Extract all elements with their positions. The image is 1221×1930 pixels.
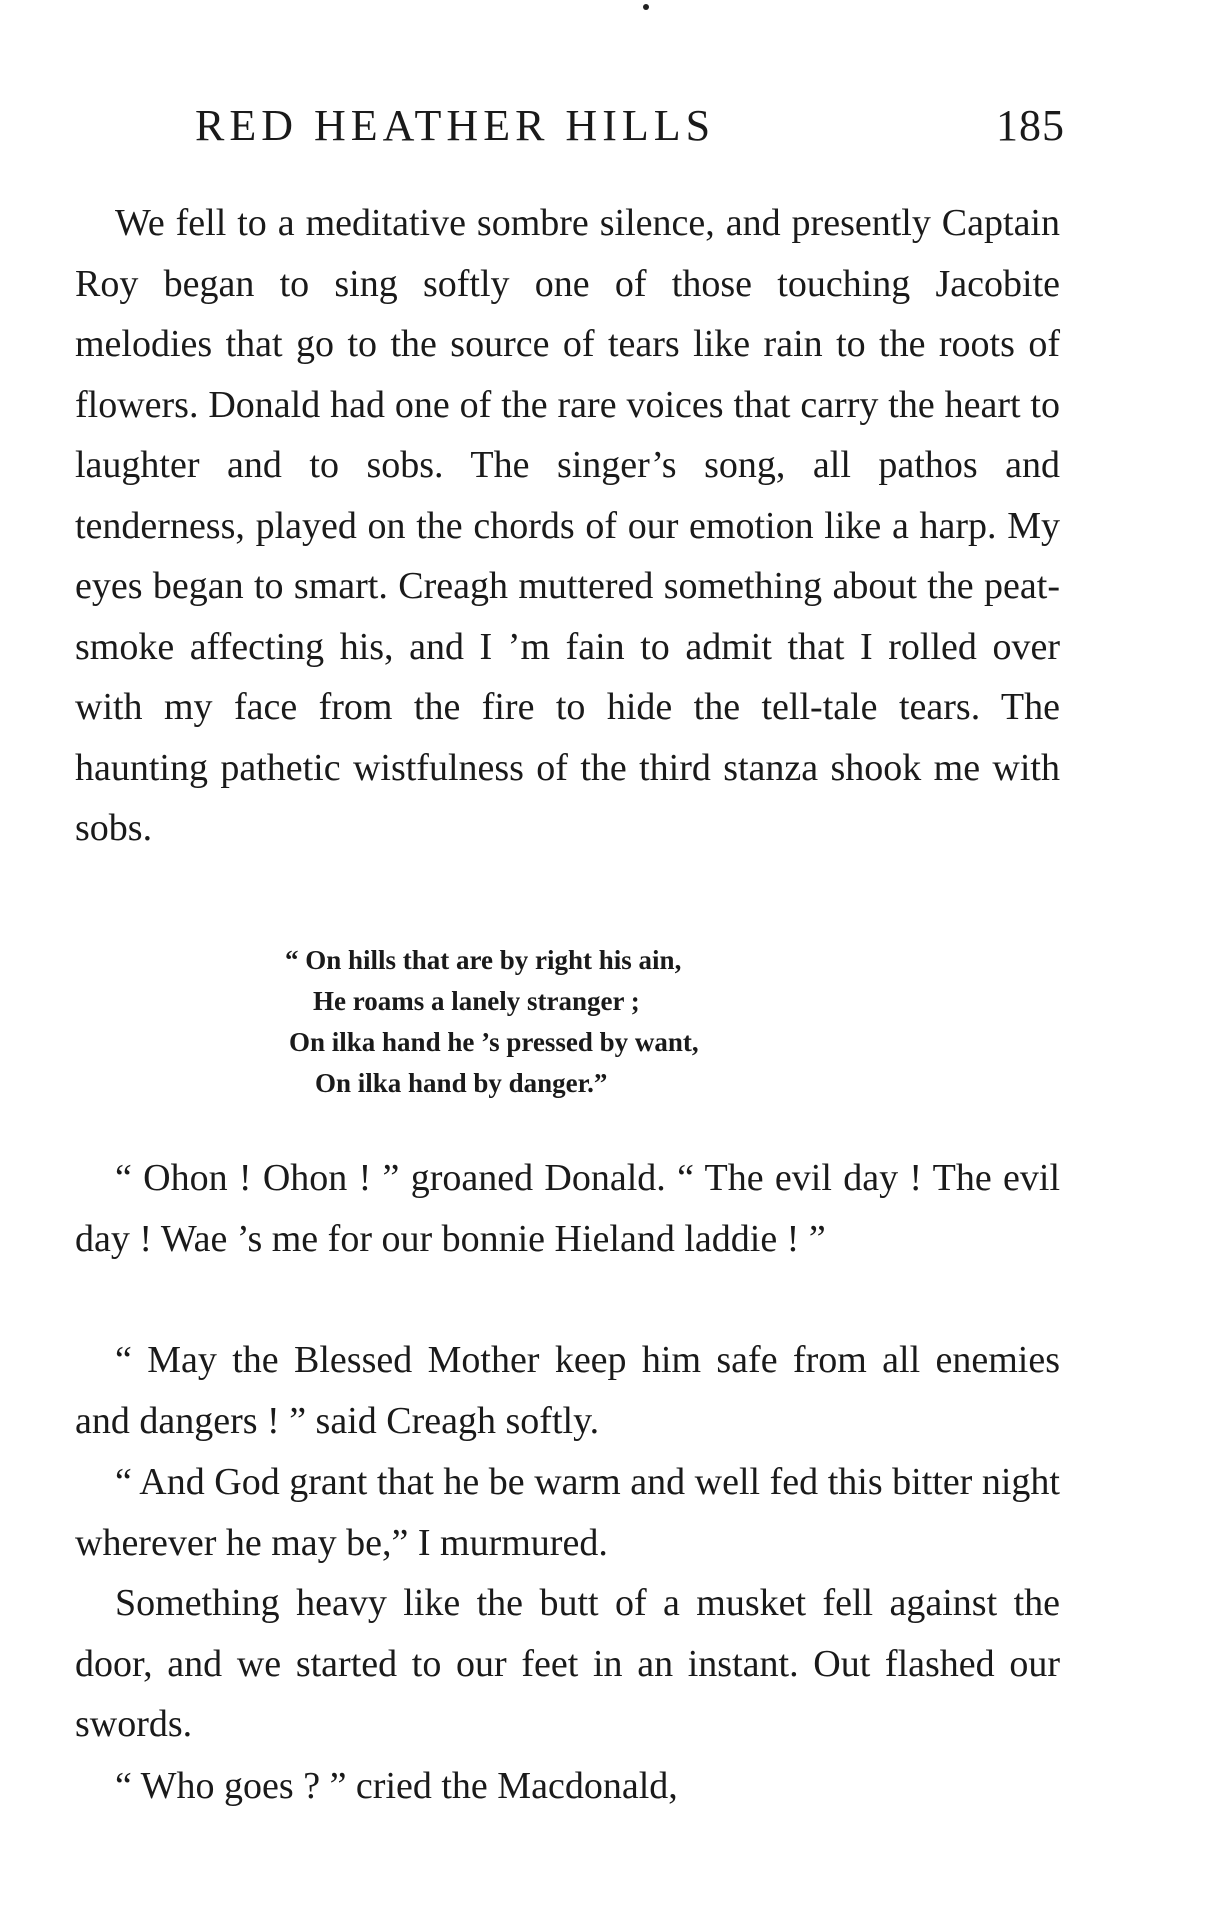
verse-stanza <box>285 940 985 1104</box>
paragraph-musket-door: Something heavy like the butt of a musket fell against the door, and we started to our feet in an instant. Out flashed our swords. <box>75 1582 1060 1745</box>
verse-line: He roams a lanely stranger ; <box>313 986 640 1016</box>
paragraph-donald-lament: “ Ohon ! Ohon ! ” groaned Donald. “ The evil day ! The evil day ! Wae ’s me for our bonnie Hieland laddie ! ” <box>75 1157 1060 1260</box>
page-number: 185 <box>996 101 1065 150</box>
verse-line: “ On hills that are by right his ain, <box>285 945 682 975</box>
print-speck <box>643 4 649 10</box>
paragraph-narrator-murmur: “ And God grant that he be warm and well fed this bitter night wherever he may be,” I murmured. <box>75 1461 1060 1564</box>
paragraph-who-goes: “ Who goes ? ” cried the Macdonald, <box>115 1765 678 1807</box>
running-head <box>195 100 1065 160</box>
verse-line: On ilka hand by danger.” <box>315 1068 608 1098</box>
paragraph-creagh-prayer: “ May the Blessed Mother keep him safe from all enemies and dangers ! ” said Creagh softly. <box>75 1339 1060 1442</box>
running-head-title: RED HEATHER HILLS <box>195 101 716 150</box>
paragraph-silence-song: We fell to a meditative sombre silence, and presently Captain Roy began to sing softly one of those touching Jacobite melodies that go to the source of tears like rain to the roots of flowers. Donald had one of the rare voices that carry the heart to laughter and to sobs. The singer’s song, all pathos and tenderness, played on the chords of our emotion like a harp. My eyes began to smart. Creagh muttered something about the peat-smoke affecting his, and I ’m fain to admit that I rolled over with my face from the fire to hide the tell-tale tears. The haunting pathetic wistfulness of the third stanza shook me with sobs. <box>75 202 1060 849</box>
verse-line: On ilka hand he ’s pressed by want, <box>289 1027 699 1057</box>
